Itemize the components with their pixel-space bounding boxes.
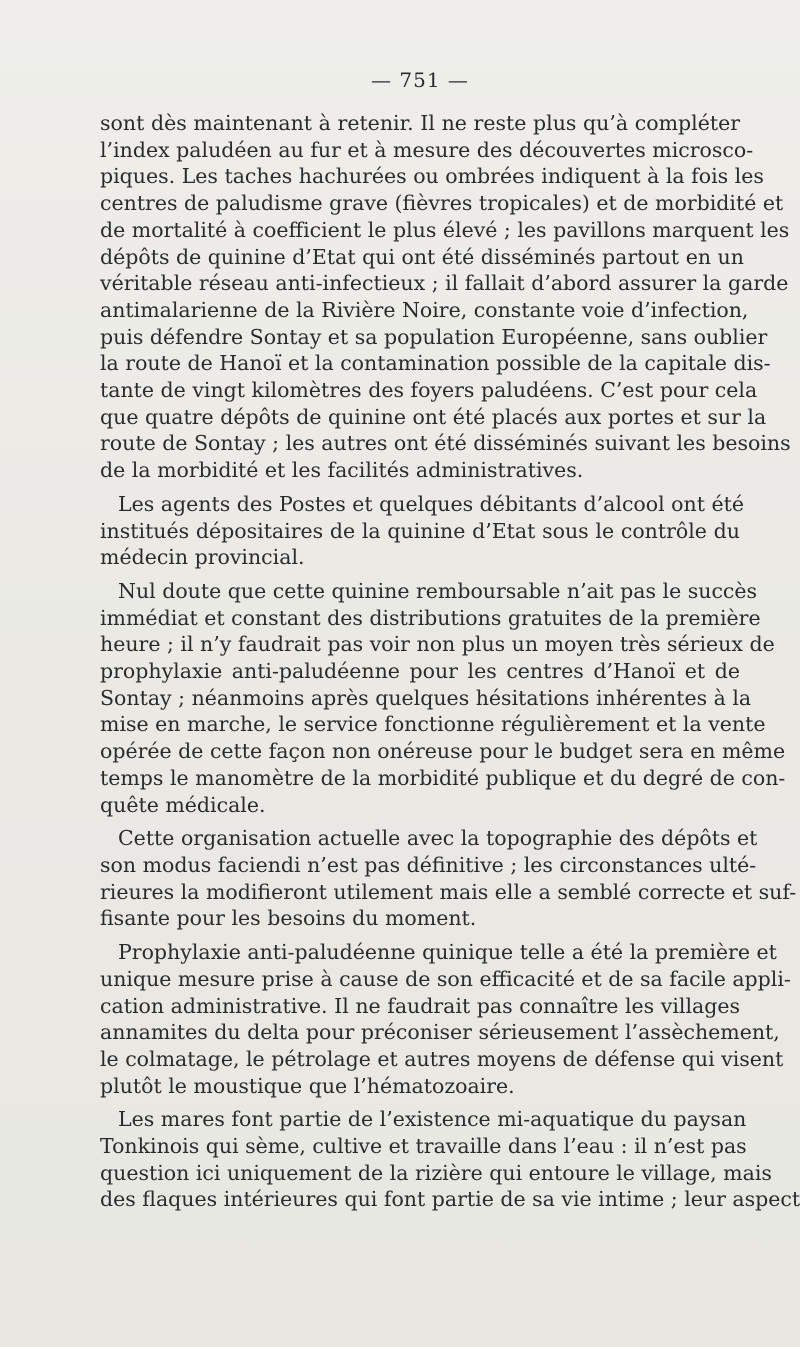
text-line: antimalarienne de la Rivière Noire, constante voie d’infection,: [100, 297, 749, 322]
text-line: plutôt le moustique que l’hématozoaire.: [100, 1073, 515, 1098]
body-text: [100, 110, 800, 1220]
text-line: opérée de cette façon non onéreuse pour le budget sera en même: [100, 739, 786, 764]
text-line: rieures la modifieront utilement mais elle a semblé correcte et suf-: [100, 879, 797, 904]
text-line: piques. Les taches hachurées ou ombrées indiquent à la fois les: [100, 164, 764, 189]
text-line: Sontay ; néanmoins après quelques hésitations inhérentes à la: [100, 685, 752, 710]
text-line: dépôts de quinine d’Etat qui ont été disséminés partout en un: [100, 244, 744, 269]
paragraph-1: [100, 110, 791, 484]
paragraph-5: [100, 939, 791, 1099]
text-line: immédiat et constant des distributions gratuites de la première: [100, 605, 761, 630]
text-line: puis défendre Sontay et sa population Européenne, sans oublier: [100, 324, 768, 349]
text-line: de mortalité à coefficient le plus élevé ; les pavillons marquent les: [100, 217, 790, 242]
text-line: médecin provincial.: [100, 545, 305, 570]
text-line: cation administrative. Il ne faudrait pas connaître les villages: [100, 993, 740, 1018]
text-line: que quatre dépôts de quinine ont été placés aux portes et sur la: [100, 404, 767, 429]
text-line: des flaques intérieures qui font partie de sa vie intime ; leur aspect: [100, 1187, 800, 1212]
text-line: unique mesure prise à cause de son efficacité et de sa facile appli-: [100, 966, 791, 991]
paragraph-6: [100, 1106, 800, 1213]
text-line: institués dépositaires de la quinine d’Etat sous le contrôle du: [100, 518, 740, 543]
text-line: route de Sontay ; les autres ont été disséminés suivant les besoins: [100, 431, 791, 456]
text-line: Les mares font partie de l’existence mi-aquatique du paysan: [118, 1107, 747, 1132]
text-line: le colmatage, le pétrolage et autres moyens de défense qui visent: [100, 1046, 784, 1071]
paragraph-3: [100, 578, 786, 818]
text-line: Tonkinois qui sème, cultive et travaille dans l’eau : il n’est pas: [100, 1134, 747, 1159]
text-line: l’index paludéen au fur et à mesure des découvertes microsco-: [100, 137, 754, 162]
text-line: son modus faciendi n’est pas définitive ; les circonstances ulté-: [100, 852, 757, 877]
page-number: — 751 —: [371, 68, 469, 92]
text-line: Prophylaxie anti-paludéenne quinique telle a été la première et: [118, 940, 777, 965]
text-line: temps le manomètre de la morbidité publique et du degré de con-: [100, 765, 786, 790]
text-line: fisante pour les besoins du moment.: [100, 906, 477, 931]
text-line: Cette organisation actuelle avec la topographie des dépôts et: [118, 826, 758, 851]
text-line: prophylaxie anti-paludéenne pour les centres d’Hanoï et de: [100, 659, 740, 684]
text-line: question ici uniquement de la rizière qui entoure le village, mais: [100, 1160, 772, 1185]
text-line: mise en marche, le service fonctionne régulièrement et la vente: [100, 712, 766, 737]
text-line: véritable réseau anti-infectieux ; il fallait d’abord assurer la garde: [100, 271, 789, 296]
text-line: centres de paludisme grave (fièvres tropicales) et de morbidité et: [100, 191, 784, 216]
text-line: tante de vingt kilomètres des foyers paludéens. C’est pour cela: [100, 378, 758, 403]
text-line: de la morbidité et les facilités administratives.: [100, 458, 584, 483]
text-line: Nul doute que cette quinine remboursable n’ait pas le succès: [118, 578, 758, 603]
text-line: heure ; il n’y faudrait pas voir non plus un moyen très sérieux de: [100, 632, 775, 657]
text-line: la route de Hanoï et la contamination possible de la capitale dis-: [100, 351, 771, 376]
text-line: annamites du delta pour préconiser sérieusement l’assèchement,: [100, 1020, 780, 1045]
paragraph-4: [100, 825, 797, 932]
text-line: sont dès maintenant à retenir. Il ne reste plus qu’à compléter: [100, 111, 740, 135]
text-line: Les agents des Postes et quelques débitants d’alcool ont été: [118, 491, 744, 516]
paragraph-2: [100, 491, 744, 571]
text-line: quête médicale.: [100, 792, 266, 817]
